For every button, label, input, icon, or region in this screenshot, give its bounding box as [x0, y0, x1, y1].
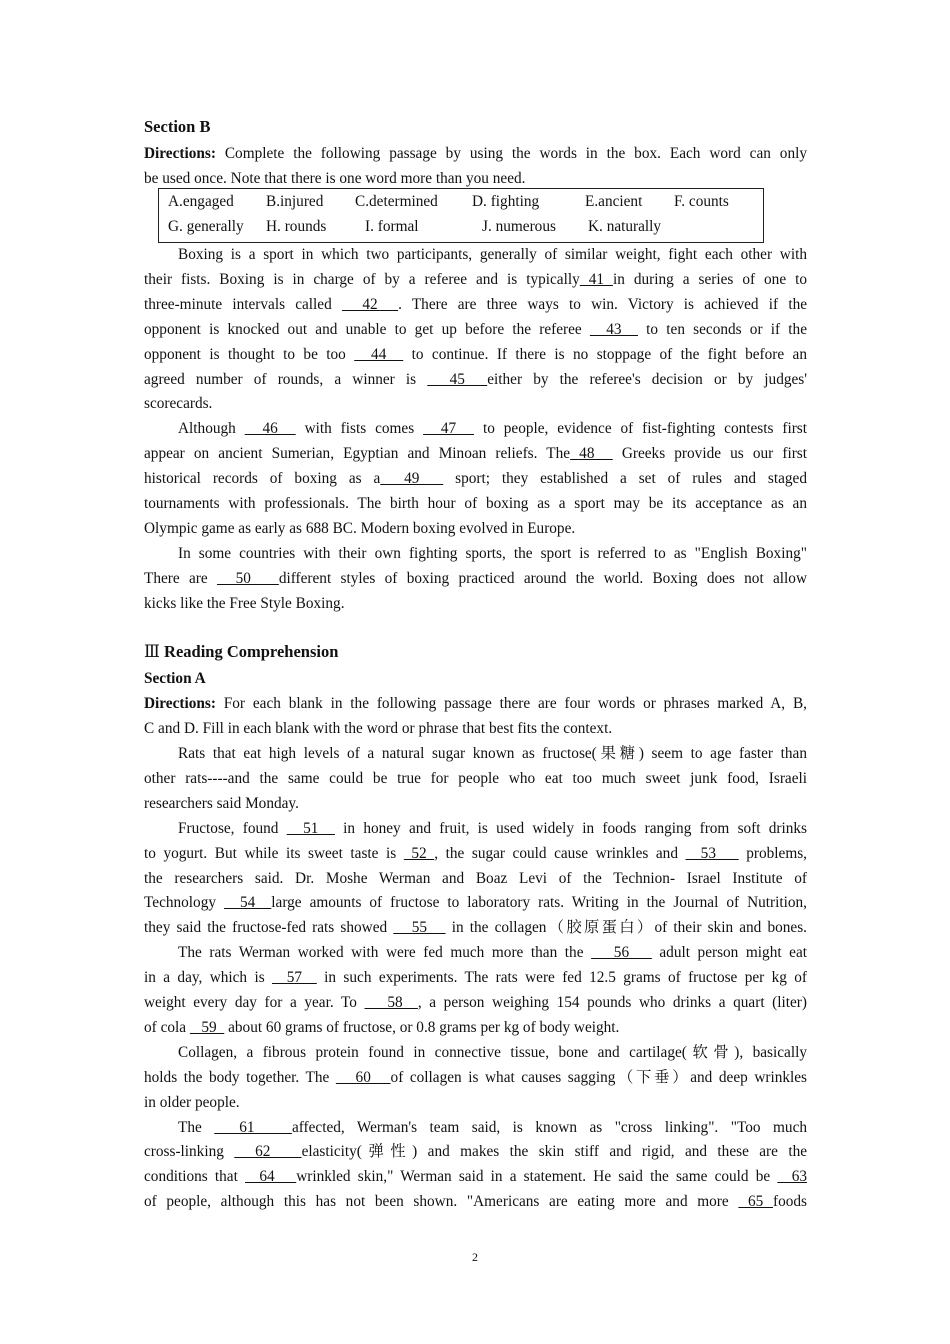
section-b-title: Section B — [144, 117, 211, 136]
word-box — [158, 188, 764, 243]
answer-blank[interactable]: 52 — [403, 844, 435, 862]
passage-line: of people, although this has not been shown. "Americans are eating more and more 65 foods — [144, 1193, 807, 1211]
answer-blank[interactable]: 49 — [380, 470, 444, 488]
passage-line: Technology 54 large amounts of fructose to laboratory rats. Writing in the Journal of Nutrition, — [144, 894, 807, 912]
answer-blank[interactable]: 43 — [589, 320, 638, 338]
passage-line: in a day, which is 57 in such experiments. The rats were fed 12.5 grams of fructose per kg of — [144, 969, 808, 987]
option-g: G. generally — [168, 218, 244, 235]
passage-line: tournaments with professionals. The birth hour of boxing as a sport may be its acceptance as an — [144, 495, 807, 512]
passage-line: In some countries with their own fighting sports, the sport is referred to as "English Boxing" — [178, 544, 807, 562]
passage-line: agreed number of rounds, a winner is 45 either by the referee's decision or by judges' — [144, 370, 807, 388]
answer-blank[interactable]: 45 — [427, 370, 488, 388]
answer-blank[interactable]: 44 — [354, 345, 404, 363]
section-b-directions-2: be used once. Note that there is one word more than you need. — [144, 170, 526, 187]
passage-line: Collagen, a fibrous protein found in connective tissue, bone and cartilage(软骨), basically — [178, 1043, 807, 1061]
answer-blank[interactable]: 47 — [423, 420, 475, 438]
answer-blank[interactable]: 55 — [393, 919, 446, 937]
section-a-directions-2: C and D. Fill in each blank with the word or phrase that best fits the context. — [144, 720, 613, 737]
answer-blank[interactable]: 46 — [244, 420, 296, 438]
passage-line: opponent is thought to be too 44 to continue. If there is no stoppage of the fight before an — [144, 345, 807, 363]
passage-line: kicks like the Free Style Boxing. — [144, 594, 345, 612]
passage-line: they said the fructose-fed rats showed 55 in the collagen（胶原蛋白）of their skin and bones. — [144, 919, 807, 937]
passage-line: to yogurt. But while its sweet taste is 52 , the sugar could cause wrinkles and 53 problems, — [144, 844, 807, 862]
answer-blank[interactable]: 56 — [591, 944, 652, 962]
passage-line: Although 46 with fists comes 47 to people, evidence of fist-fighting contests first — [178, 420, 808, 438]
answer-blank[interactable]: 65 — [738, 1193, 773, 1211]
passage-line: conditions that 64 wrinkled skin," Werman said in a statement. He said the same could be 63 — [144, 1168, 808, 1186]
option-j: J. numerous — [482, 218, 556, 235]
answer-blank[interactable]: 48 — [570, 445, 613, 463]
directions-label: Directions: — [144, 145, 216, 162]
passage-line: the researchers said. Dr. Moshe Werman and Boaz Levi of the Technion- Israel Institute of — [144, 869, 807, 887]
answer-blank[interactable]: 59 — [189, 1018, 225, 1036]
passage-line: researchers said Monday. — [144, 794, 299, 812]
answer-blank[interactable]: 64 — [245, 1168, 297, 1186]
answer-blank[interactable]: 54 — [224, 894, 272, 912]
passage-line: Fructose, found 51 in honey and fruit, is used widely in foods ranging from soft drinks — [178, 819, 807, 837]
answer-blank[interactable]: 60 — [335, 1068, 391, 1086]
option-b: B.injured — [266, 193, 324, 210]
option-k: K. naturally — [588, 218, 662, 235]
option-d: D. fighting — [472, 193, 540, 210]
answer-blank[interactable]: 62 — [234, 1143, 302, 1161]
option-f: F. counts — [674, 193, 729, 210]
passage-line: other rats----and the same could be true for people who eat too much sweet junk food, Israeli — [144, 769, 807, 787]
part3-heading: Ⅲ Reading Comprehension — [144, 642, 339, 661]
answer-blank[interactable]: 41 — [579, 270, 613, 288]
passage-line: their fists. Boxing is in charge of by a referee and is typically 41 in during a series of one to — [144, 270, 807, 288]
passage-line: of cola 59 about 60 grams of fructose, or 0.8 grams per kg of body weight. — [144, 1018, 620, 1036]
passage-line: The 61 affected, Werman's team said, is known as "cross linking". "Too much — [178, 1118, 808, 1136]
passage-line: scorecards. — [144, 395, 213, 413]
option-h: H. rounds — [266, 218, 327, 235]
passage-line: opponent is knocked out and unable to get up before the referee 43 to ten seconds or if the — [144, 320, 807, 338]
passage-line: weight every day for a year. To 58 , a person weighing 154 pounds who drinks a quart (liter) — [144, 994, 807, 1011]
passage-line: The rats Werman worked with were fed much more than the 56 adult person might eat — [178, 944, 807, 962]
passage-line: appear on ancient Sumerian, Egyptian and Minoan reliefs. The 48 Greeks provide us our first — [144, 445, 807, 463]
option-e: E.ancient — [585, 193, 643, 210]
passage-line: holds the body together. The 60 of collagen is what causes sagging（下垂）and deep wrinkles — [144, 1068, 808, 1086]
passage-line: three-minute intervals called 42 . There are three ways to win. Victory is achieved if the — [144, 295, 808, 313]
passage-line: historical records of boxing as a 49 sport; they established a set of rules and staged — [144, 470, 807, 488]
answer-blank[interactable]: 53 — [685, 844, 739, 862]
option-c: C.determined — [355, 193, 438, 210]
section-a-directions: Directions: For each blank in the following passage there are four words or phrases marked A, B, — [144, 695, 807, 712]
answer-blank[interactable]: 57 — [272, 969, 317, 987]
answer-blank[interactable]: 50 — [216, 569, 279, 587]
passage-line: Olympic game as early as 688 BC. Modern boxing evolved in Europe. — [144, 519, 576, 537]
passage-line: There are 50 different styles of boxing practiced around the world. Boxing does not allow — [144, 569, 808, 587]
option-i: I. formal — [365, 218, 419, 235]
answer-blank[interactable]: 58 — [364, 994, 418, 1011]
passage-line: cross-linking 62 elasticity(弹性) and makes the skin stiff and rigid, and these are the — [144, 1143, 808, 1161]
page-number: 2 — [472, 1250, 478, 1264]
answer-blank[interactable]: 61 — [214, 1118, 292, 1136]
section-a-title: Section A — [144, 670, 206, 687]
answer-blank[interactable]: 63 — [777, 1168, 808, 1186]
option-a: A.engaged — [168, 193, 234, 210]
answer-blank[interactable]: 42 — [341, 295, 399, 313]
passage-line: in older people. — [144, 1093, 240, 1111]
passage-line: Rats that eat high levels of a natural sugar known as fructose(果糖) seem to age faster than — [178, 745, 807, 762]
passage-line: Boxing is a sport in which two participants, generally of similar weight, fight each other with — [178, 246, 807, 263]
answer-blank[interactable]: 51 — [286, 819, 335, 837]
section-b-directions: Directions: Complete the following passage by using the words in the box. Each word can only — [144, 145, 807, 162]
